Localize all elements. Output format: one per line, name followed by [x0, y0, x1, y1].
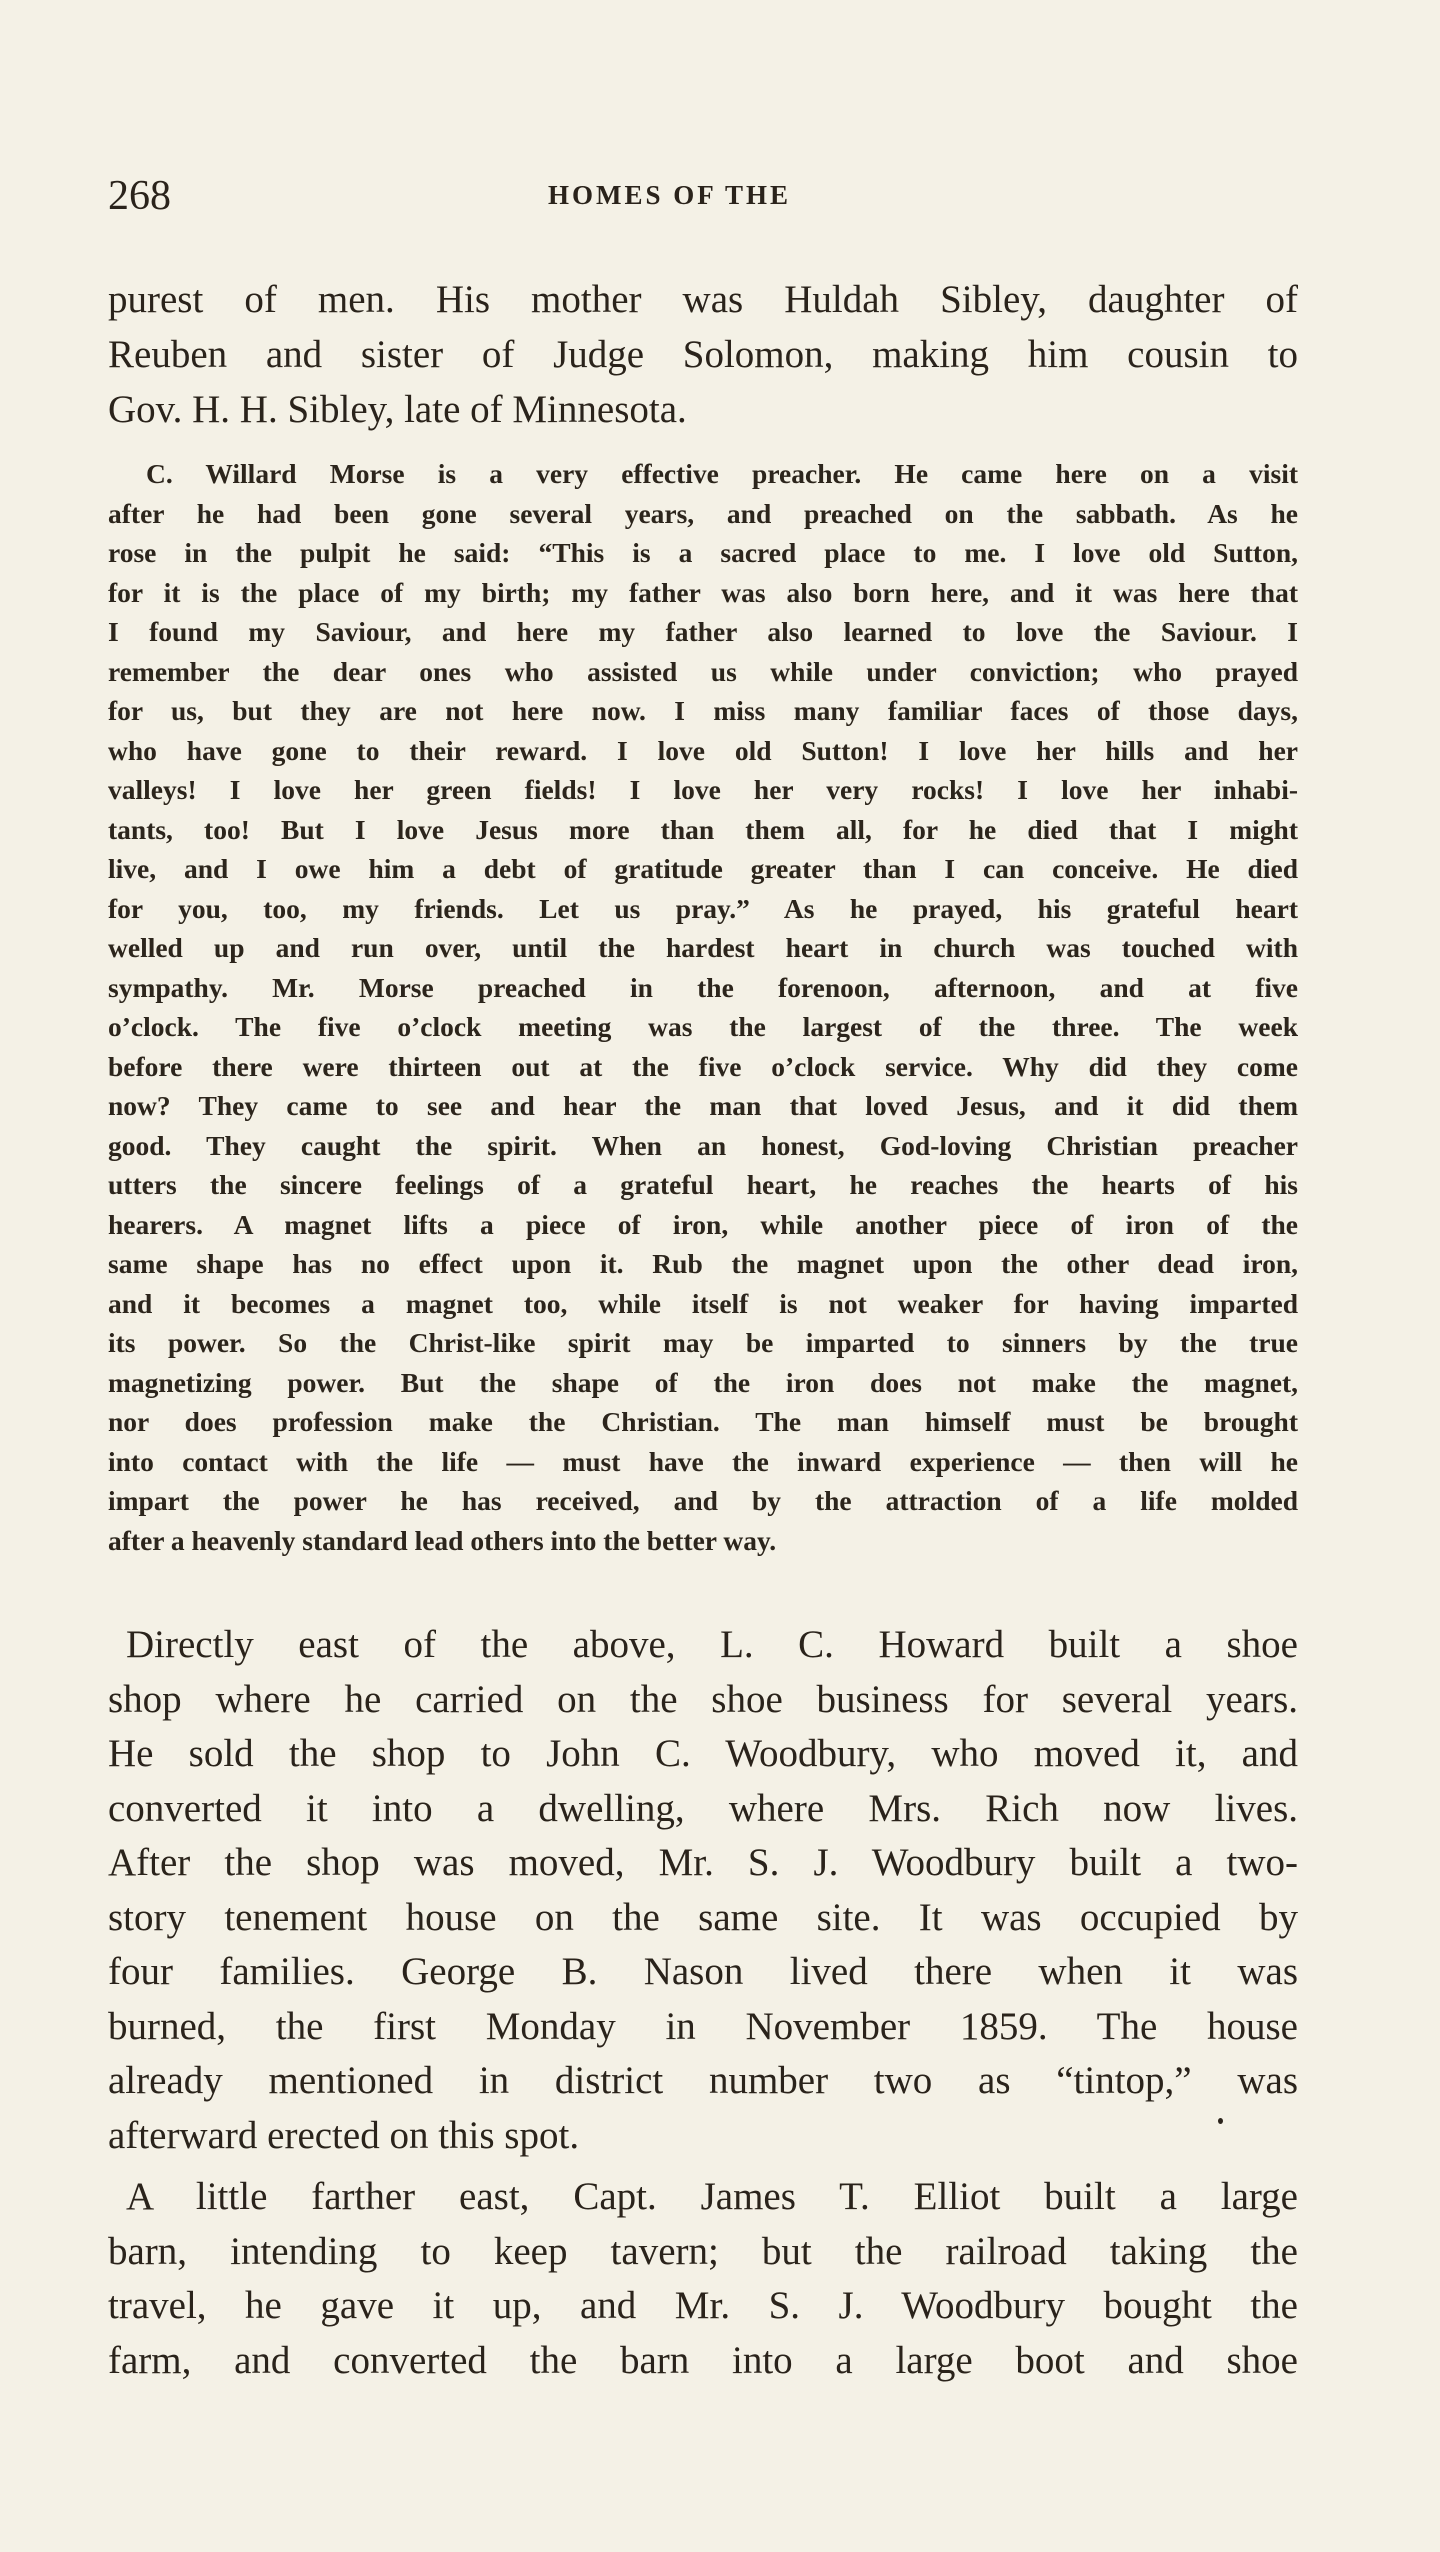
text-line: already mentioned in district number two as “tintop,” was	[108, 2059, 1298, 2102]
text-line: purest of men. His mother was Huldah Sibley, daughter of	[108, 278, 1298, 321]
text-line: four families. George B. Nason lived there when it was	[108, 1950, 1298, 1993]
page-number: 268	[108, 173, 171, 219]
text-line: after he had been gone several years, and preached on the sabbath. As he	[108, 497, 1298, 529]
running-head: HOMES OF THE	[548, 180, 792, 210]
text-line: barn, intending to keep tavern; but the railroad taking the	[108, 2229, 1298, 2273]
text-line: for you, too, my friends. Let us pray.” As he prayed, his grateful heart	[108, 892, 1298, 924]
text-line: Gov. H. H. Sibley, late of Minnesota.	[108, 388, 687, 431]
text-line: utters the sincere feelings of a grateful heart, he reaches the hearts of his	[108, 1169, 1298, 1200]
text-line: live, and I owe him a debt of gratitude greater than I can conceive. He died	[108, 853, 1298, 884]
text-line: remember the dear ones who assisted us while under conviction; who prayed	[108, 655, 1298, 687]
text-line: for it is the place of my birth; my father was also born here, and it was here that	[108, 576, 1298, 608]
ink-speck	[1218, 2118, 1223, 2124]
text-line: its power. So the Christ-like spirit may be imparted to sinners by the true	[108, 1327, 1298, 1358]
text-line: farm, and converted the barn into a large boot and shoe	[108, 2338, 1298, 2382]
text-line: for us, but they are not here now. I miss many familiar faces of those days,	[108, 695, 1298, 726]
text-line: who have gone to their reward. I love old Sutton! I love her hills and her	[108, 734, 1298, 766]
text-line: after a heavenly standard lead others into the better way.	[108, 1524, 777, 1556]
text-line: Reuben and sister of Judge Solomon, making him cousin to	[108, 333, 1298, 376]
text-line: C. Willard Morse is a very effective preacher. He came here on a visit	[146, 458, 1298, 489]
text-line: into contact with the life — must have the inward experience — then will he	[108, 1445, 1298, 1477]
text-line: welled up and run over, until the hardest heart in church was touched with	[108, 932, 1298, 963]
text-line: converted it into a dwelling, where Mrs. Rich now lives.	[108, 1786, 1298, 1830]
text-line: Directly east of the above, L. C. Howard built a shoe	[126, 1623, 1298, 1666]
text-line: I found my Saviour, and here my father also learned to love the Saviour. I	[108, 616, 1298, 647]
text-line: A little farther east, Capt. James T. Elliot built a large	[126, 2175, 1298, 2218]
text-line: afterward erected on this spot.	[108, 2113, 580, 2157]
text-line: shop where he carried on the shoe business for several years.	[108, 1677, 1298, 1721]
text-line: He sold the shop to John C. Woodbury, who moved it, and	[108, 1732, 1298, 1775]
sermon-quote-paragraph	[108, 454, 1298, 1560]
text-line: now? They came to see and hear the man that loved Jesus, and it did them	[108, 1090, 1298, 1121]
shoe-shop-paragraph	[108, 1618, 1298, 2163]
text-line: tants, too! But I love Jesus more than them all, for he died that I might	[108, 813, 1298, 845]
text-line: o’clock. The five o’clock meeting was the largest of the three. The week	[108, 1011, 1298, 1042]
text-line: valleys! I love her green fields! I love her very rocks! I love her inhabi-	[108, 774, 1298, 805]
text-line: hearers. A magnet lifts a piece of iron, while another piece of iron of the	[108, 1208, 1298, 1240]
text-line: nor does profession make the Christian. The man himself must be brought	[108, 1406, 1298, 1437]
text-line: rose in the pulpit he said: “This is a sacred place to me. I love old Sutton,	[108, 537, 1298, 568]
opening-paragraph	[108, 272, 1298, 437]
text-line: story tenement house on the same site. It was occupied by	[108, 1895, 1298, 1939]
text-line: sympathy. Mr. Morse preached in the forenoon, afternoon, and at five	[108, 971, 1298, 1003]
text-line: impart the power he has received, and by the attraction of a life molded	[108, 1485, 1298, 1516]
barn-paragraph	[108, 2170, 1298, 2388]
text-line: good. They caught the spirit. When an honest, God-loving Christian preacher	[108, 1129, 1298, 1161]
page-header	[108, 172, 1298, 232]
text-line: burned, the first Monday in November 1859. The house	[108, 2004, 1298, 2048]
text-line: same shape has no effect upon it. Rub the magnet upon the other dead iron,	[108, 1248, 1298, 1279]
text-line: magnetizing power. But the shape of the iron does not make the magnet,	[108, 1366, 1298, 1398]
text-line: travel, he gave it up, and Mr. S. J. Woodbury bought the	[108, 2284, 1298, 2327]
text-line: After the shop was moved, Mr. S. J. Woodbury built a two-	[108, 1841, 1298, 1884]
text-line: before there were thirteen out at the five o’clock service. Why did they come	[108, 1050, 1298, 1082]
text-line: and it becomes a magnet too, while itself is not weaker for having imparted	[108, 1287, 1298, 1319]
